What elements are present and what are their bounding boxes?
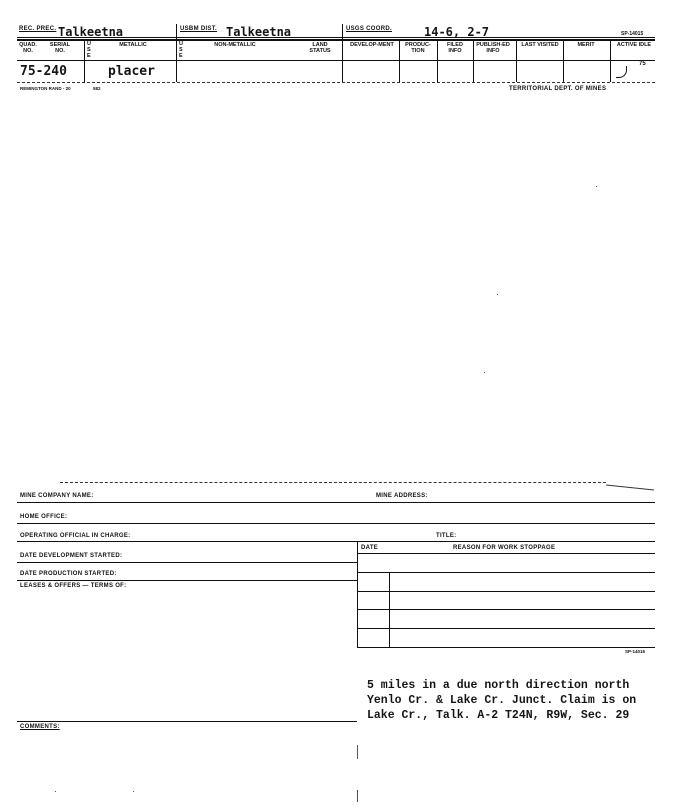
col-divider — [473, 40, 474, 82]
col-use-metallic: U S E — [87, 41, 91, 59]
home-office-label: HOME OFFICE: — [20, 514, 68, 520]
date-development-label: DATE DEVELOPMENT STARTED: — [20, 553, 123, 559]
stoppage-reason-header: REASON FOR WORK STOPPAGE — [453, 545, 556, 551]
col-divider — [342, 24, 343, 82]
col-production: PRODUC-TION — [405, 42, 431, 54]
mine-company-label: MINE COMPANY NAME: — [20, 493, 94, 499]
rec-prec-value: Talkeetna — [58, 25, 124, 39]
col-divider — [399, 40, 400, 82]
scan-speck — [596, 186, 597, 187]
col-merit: MERIT — [577, 42, 595, 48]
rec-prec-label: REC. PREC. — [19, 26, 57, 32]
remarks-line-2: Yenlo Cr. & Lake Cr. Junct. Claim is on — [367, 694, 637, 707]
columns-rule — [17, 60, 655, 61]
stoppage-row-rule — [357, 647, 655, 648]
stoppage-date-header: DATE — [361, 545, 379, 551]
row-top-rule — [17, 39, 655, 41]
col-development: DEVELOP-MENT — [350, 42, 394, 48]
col-divider — [176, 24, 177, 82]
form-number-bottom: SP-14016 — [625, 649, 646, 654]
scan-speck — [55, 791, 56, 792]
stoppage-table-divider — [357, 541, 358, 647]
scan-speck — [484, 372, 485, 373]
lower-top-dashed-rule — [60, 482, 606, 483]
col-active-idle: ACTIVE IDLE — [616, 42, 652, 48]
col-land-status: LAND STATUS — [309, 42, 331, 54]
scan-speck — [497, 294, 498, 295]
field-rule — [17, 502, 655, 503]
quad-serial-value: 75-240 — [20, 64, 67, 79]
field-rule — [17, 523, 655, 524]
mine-address-label: MINE ADDRESS: — [376, 493, 428, 499]
col-serial-no: SERIAL NO. — [49, 42, 71, 54]
col-use-nonmetallic: U S E — [179, 41, 183, 59]
col-divider — [516, 40, 517, 82]
printer-code: 582 — [93, 86, 101, 91]
active-mark-value: 75 — [639, 61, 646, 67]
leases-offers-label: LEASES & OFFERS — TERMS OF: — [20, 583, 127, 589]
col-divider — [437, 40, 438, 82]
field-rule — [17, 541, 655, 542]
col-nonmetallic: NON-METALLIC — [214, 42, 256, 48]
col-filed-info: FILED INFO — [447, 42, 463, 54]
col-last-visited: LAST VISITED — [521, 42, 559, 48]
form-number-top: SP-14015 — [621, 31, 644, 37]
usbm-dist-value: Talkeetna — [226, 25, 292, 39]
usgs-coord-label: USGS COORD. — [346, 26, 392, 32]
printer-label: REMINGTON RAND - 20 — [20, 86, 71, 91]
scan-speck — [133, 791, 134, 792]
usbm-dist-label: USBM DIST. — [180, 26, 218, 32]
margin-mark — [357, 790, 358, 802]
field-rule — [17, 562, 357, 563]
date-production-label: DATE PRODUCTION STARTED: — [20, 571, 117, 577]
field-rule — [17, 580, 357, 581]
col-published-info: PUBLISH-ED INFO — [476, 42, 510, 54]
remarks-line-1: 5 miles in a due north direction north — [367, 679, 630, 692]
comments-label: COMMENTS: — [20, 724, 60, 730]
header-rule — [17, 37, 655, 38]
col-divider — [610, 40, 611, 82]
field-rule — [17, 721, 357, 722]
operating-official-label: OPERATING OFFICIAL IN CHARGE: — [20, 533, 131, 539]
row-bottom-rule — [17, 82, 655, 83]
field-rule — [357, 553, 655, 554]
col-quad-no: QUAD. NO. — [19, 42, 37, 54]
stoppage-row-rule — [357, 609, 655, 610]
col-divider — [563, 40, 564, 82]
department-label: TERRITORIAL DEPT. OF MINES — [509, 86, 607, 92]
stoppage-row-rule — [357, 591, 655, 592]
active-mark-icon — [616, 66, 627, 78]
title-label: TITLE: — [436, 533, 457, 539]
stoppage-row-rule — [357, 572, 655, 573]
col-metallic: METALLIC — [119, 42, 147, 48]
usgs-coord-value: 14-6, 2-7 — [424, 25, 490, 39]
metallic-value: placer — [108, 64, 155, 79]
margin-mark — [357, 745, 358, 759]
stoppage-row-rule — [357, 628, 655, 629]
remarks-line-3: Lake Cr., Talk. A-2 T24N, R9W, Sec. 29 — [367, 709, 630, 722]
col-divider — [84, 40, 85, 82]
torn-edge-mark — [606, 484, 654, 490]
